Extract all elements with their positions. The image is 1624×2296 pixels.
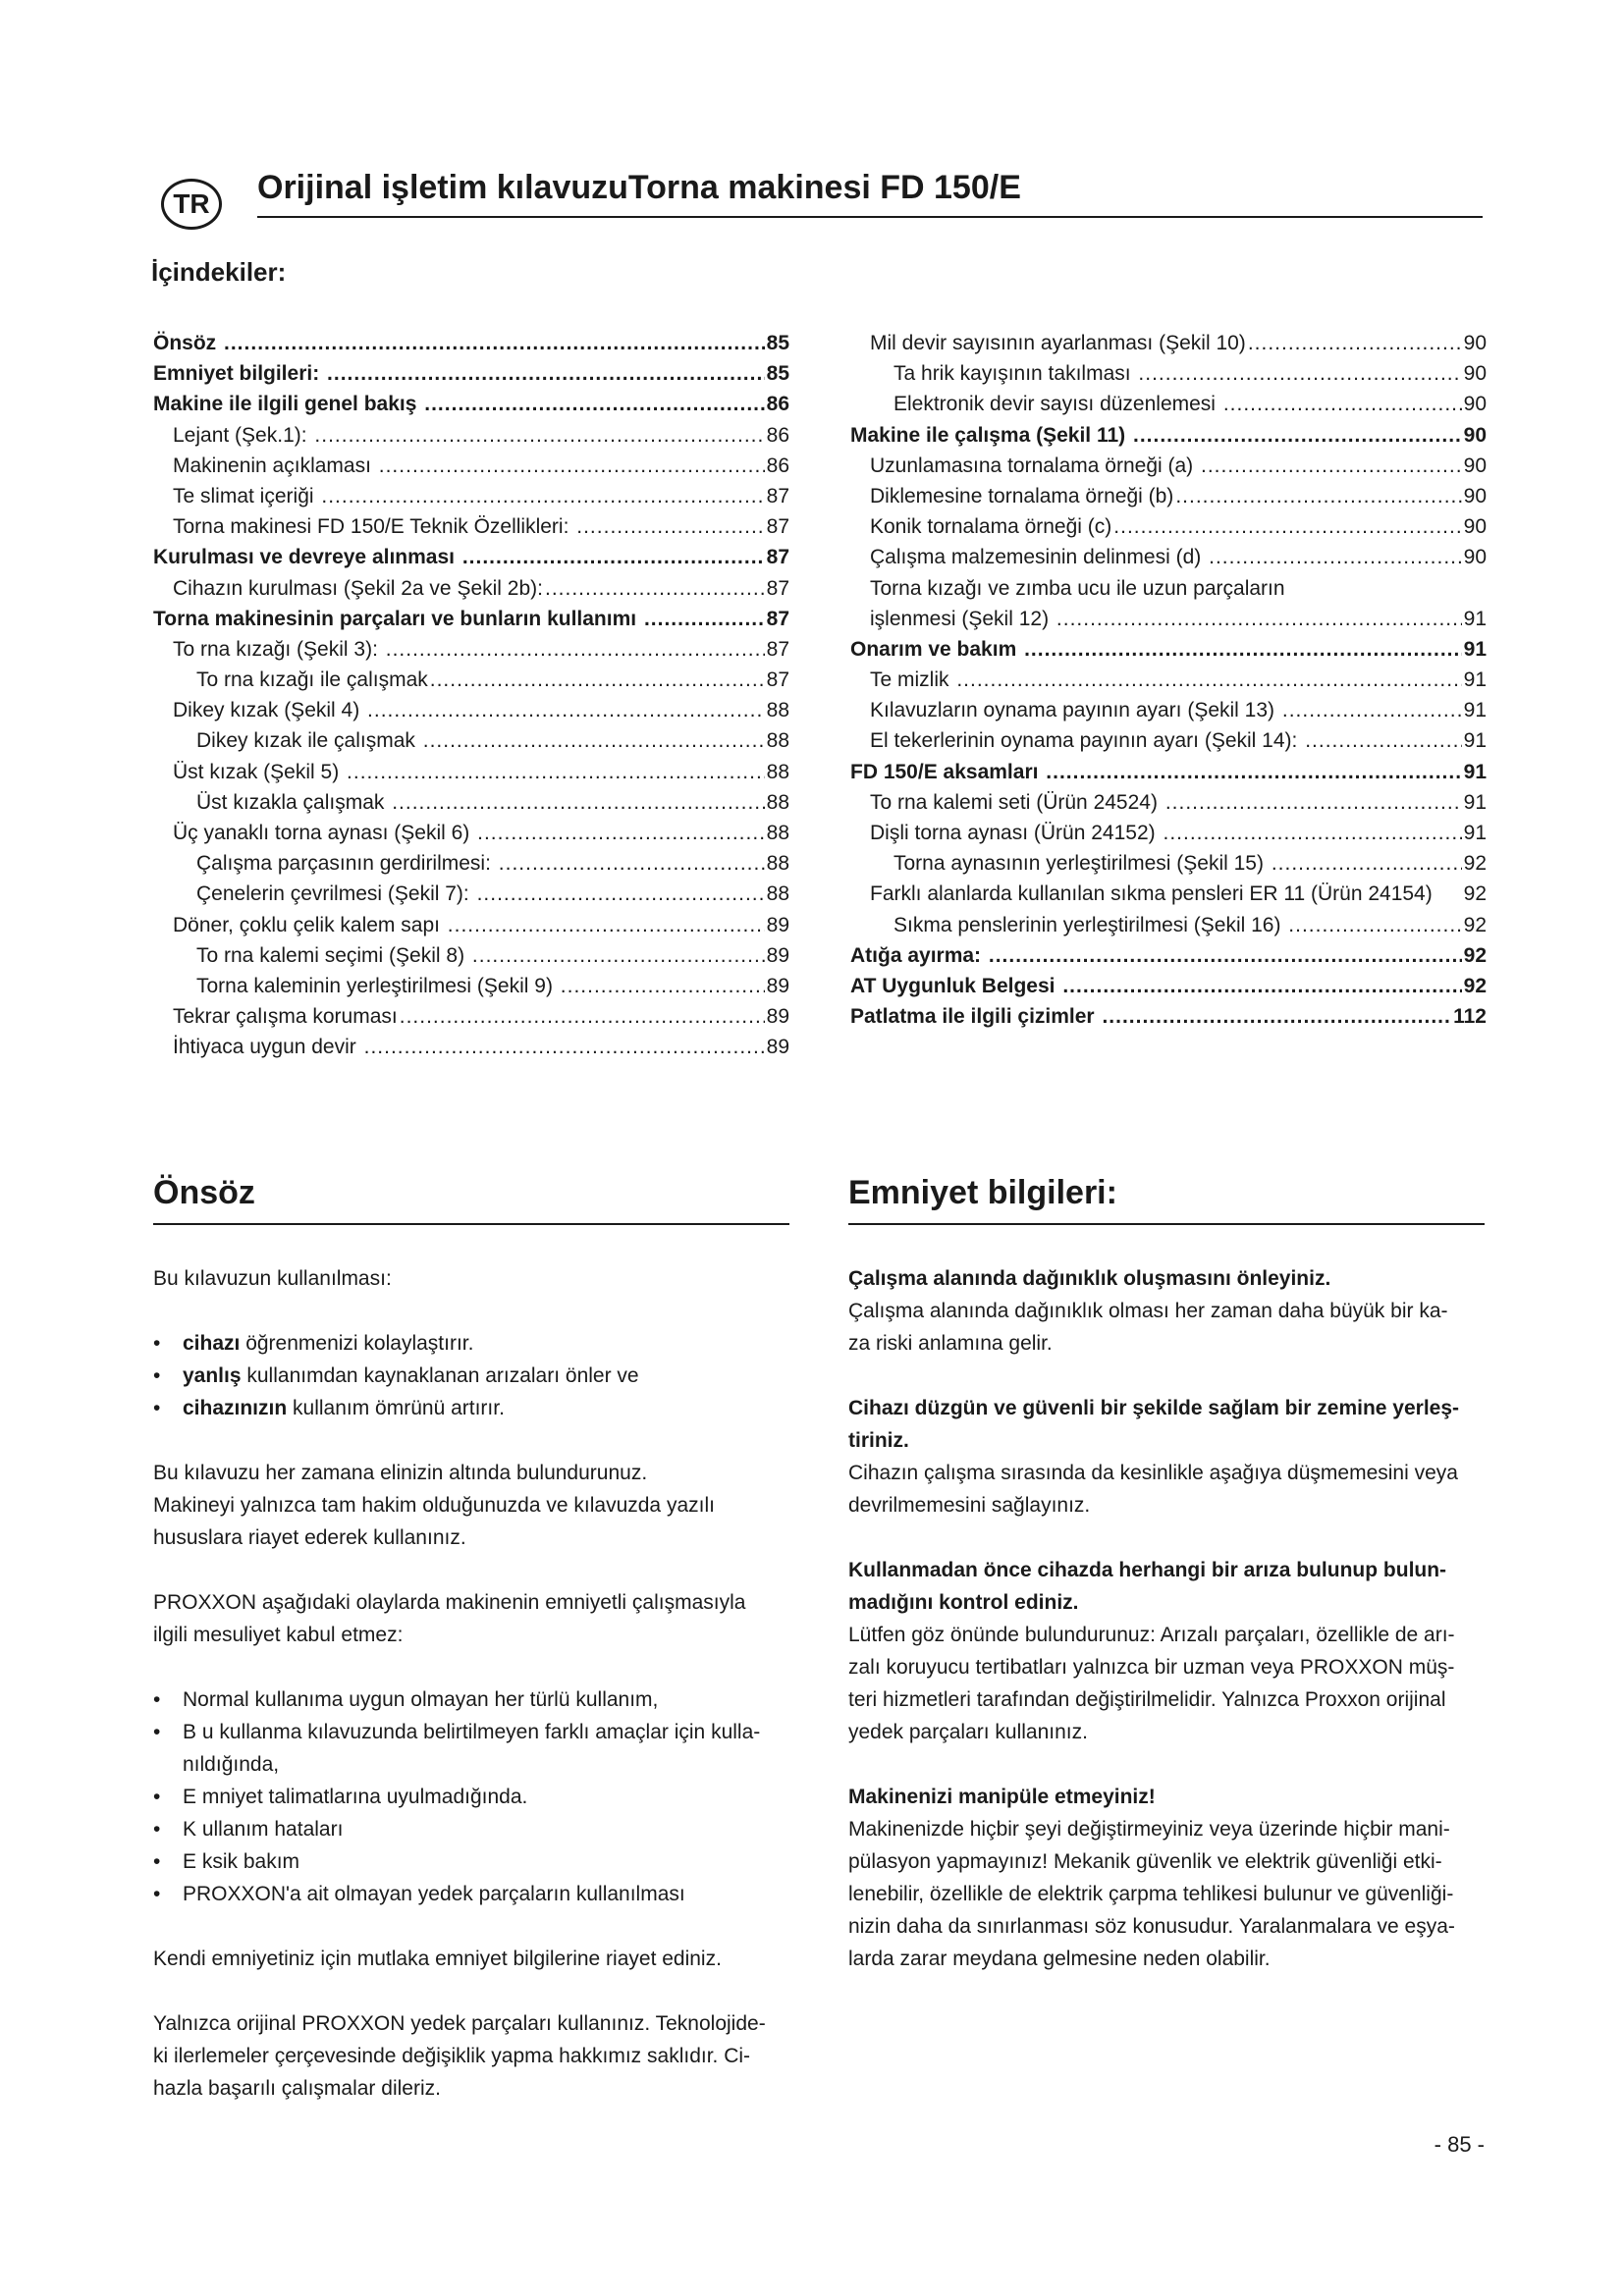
toc-entry [850, 542, 1487, 572]
toc-entry [153, 420, 789, 451]
toc-entry-title: Makinenin açıklaması [173, 454, 377, 477]
onsoz-paragraph: Yalnızca orijinal PROXXON yedek parçaları kullanınız. Teknolojide- [153, 2012, 766, 2035]
toc-entry [153, 910, 789, 940]
toc-entry [850, 634, 1487, 665]
safety-text: Lütfen göz önünde bulundurunuz: Arızalı parçaları, özellikle de arı- [848, 1624, 1455, 1646]
toc-entry-page: 87 [766, 668, 789, 692]
toc-entry-title: işlenmesi (Şekil 12) [870, 607, 1055, 630]
list-item: • B u kullanma kılavuzunda belirtilmeyen farklı amaçlar için kulla-nıldığında, [153, 1716, 791, 1781]
toc-leader-dots [1248, 328, 1462, 358]
toc-entry-page: 91 [1463, 607, 1487, 630]
toc-entry-title: Çalışma parçasının gerdirilmesi: [196, 852, 497, 876]
toc-entry-title: İhtiyaca uygun devir [173, 1036, 362, 1059]
toc-entry-page: 88 [766, 822, 789, 844]
toc-entry-title: Patlatma ile ilgili çizimler [850, 1005, 1101, 1029]
toc-entry-page: 91 [1463, 822, 1487, 844]
toc-entry-title: Torna makinesinin parçaları ve bunların kullanımı [153, 607, 642, 630]
toc-entry-page: 91 [1463, 668, 1487, 692]
section-rule-emniyet [848, 1223, 1485, 1225]
toc-entry-page: 88 [766, 882, 789, 906]
safety-text: zalı koruyucu tertibatları yalnızca bir uzman veya PROXXON müş- [848, 1656, 1455, 1679]
toc-entry [850, 1001, 1487, 1032]
document-title: Orijinal işletim kılavuzuTorna makinesi FD 150/E [257, 169, 1021, 206]
toc-entry-page: 90 [1463, 393, 1487, 416]
toc-leader-dots [1062, 971, 1461, 1001]
toc-entry [850, 910, 1487, 940]
toc-entry [850, 787, 1487, 818]
toc-entry-page: 88 [766, 699, 789, 722]
toc-leader-dots [1163, 818, 1461, 848]
toc-entry [850, 848, 1487, 879]
benefits-list [153, 1327, 831, 1424]
toc-entry-title: Dişli torna aynası (Ürün 24152) [870, 822, 1162, 844]
toc-entry [850, 481, 1487, 511]
safety-text: Cihazın çalışma sırasında da kesinlikle aşağıya düşmemesini veya [848, 1462, 1458, 1484]
toc-entry-title: Diklemesine tornalama örneği (b) [870, 484, 1174, 507]
toc-entry [153, 725, 789, 756]
onsoz-paragraph: hazla başarılı çalışmalar dileriz. [153, 2077, 441, 2100]
toc-entry-page: 86 [766, 423, 789, 447]
toc-entry [850, 389, 1487, 419]
toc-entry [153, 787, 789, 818]
safety-heading: Kullanmadan önce cihazda herhangi bir arıza bulunup bulun- [848, 1559, 1447, 1581]
list-item: • cihazı öğrenmenizi kolaylaştırır. [153, 1327, 831, 1360]
toc-leader-dots [1305, 725, 1461, 756]
toc-entry-title: To rna kızağı (Şekil 3): [173, 637, 384, 661]
toc-entry-title: Çenelerin çevrilmesi (Şekil 7): [196, 882, 475, 906]
safety-heading: tiriniz. [848, 1429, 909, 1452]
toc-entry-page: 86 [766, 454, 789, 477]
toc-leader-dots [1282, 695, 1462, 725]
toc-entry-title: Tekrar çalışma koruması [173, 1005, 398, 1029]
toc-leader-dots [1209, 542, 1462, 572]
toc-leader-dots [499, 848, 765, 879]
toc-entry-title: Döner, çoklu çelik kalem sapı [173, 913, 446, 936]
toc-leader-dots [477, 818, 765, 848]
document-header [157, 165, 1483, 228]
toc-leader-dots [477, 879, 765, 909]
toc-entry-page: 90 [1463, 362, 1487, 386]
toc-entry-title: Emniyet bilgileri: [153, 362, 326, 386]
toc-entry-page: 92 [1463, 943, 1487, 967]
toc-entry-title: Elektronik devir sayısı düzenlemesi [893, 393, 1221, 416]
toc-entry-page: 88 [766, 852, 789, 876]
toc-entry-page: 90 [1463, 454, 1487, 477]
toc-entry-title: Üç yanaklı torna aynası (Şekil 6) [173, 822, 476, 844]
list-item: • K ullanım hataları [153, 1813, 831, 1845]
toc-entry-title: AT Uygunluk Belgesi [850, 974, 1061, 997]
toc-entry [850, 879, 1487, 909]
toc-right-column [850, 328, 1487, 1032]
toc-leader-dots [472, 940, 765, 971]
toc-entry-title: Cihazın kurulması (Şekil 2a ve Şekil 2b): [173, 576, 543, 600]
onsoz-paragraph: Kendi emniyetiniz için mutlaka emniyet bilgilerine riayet ediniz. [153, 1948, 722, 1970]
onsoz-paragraph: Bu kılavuzu her zamana elinizin altında bulundurunuz. [153, 1462, 648, 1484]
toc-entry [850, 511, 1487, 542]
toc-entry-title: Torna kaleminin yerleştirilmesi (Şekil 9) [196, 974, 559, 997]
toc-entry-page: 89 [766, 974, 789, 997]
toc-leader-dots [956, 665, 1461, 695]
toc-entry-title: Mil devir sayısının ayarlanması (Şekil 10) [870, 332, 1246, 354]
toc-entry-page: 86 [766, 393, 789, 416]
toc-entry-title: To rna kızağı ile çalışmak [196, 668, 428, 692]
safety-heading: Makinenizi manipüle etmeyiniz! [848, 1786, 1156, 1808]
toc-leader-dots [321, 481, 764, 511]
toc-entry [153, 848, 789, 879]
toc-entry-page: 85 [766, 362, 789, 386]
toc-entry [153, 481, 789, 511]
toc-entry-page: 89 [766, 943, 789, 967]
toc-entry [850, 971, 1487, 1001]
toc-leader-dots [1175, 481, 1461, 511]
toc-entry-title: Kılavuzların oynama payının ayarı (Şekil 13) [870, 699, 1280, 722]
safety-text: Makinenizde hiçbir şeyi değiştirmeyiniz veya üzerinde hiçbir mani- [848, 1818, 1450, 1841]
safety-text: Çalışma alanında dağınıklık olması her zaman daha büyük bir ka- [848, 1300, 1448, 1322]
onsoz-paragraph: hususlara riayet ederek kullanınız. [153, 1526, 466, 1549]
header-rule [257, 216, 1483, 218]
toc-entry [153, 971, 789, 1001]
toc-leader-dots [314, 420, 764, 451]
toc-entry [153, 451, 789, 481]
toc-entry [153, 818, 789, 848]
toc-leader-dots [1223, 389, 1462, 419]
safety-heading: madığını kontrol ediniz. [848, 1591, 1079, 1614]
toc-entry [153, 358, 789, 389]
onsoz-paragraph: ki ilerlemeler çerçevesinde değişiklik yapma hakkımız saklıdır. Ci- [153, 2045, 751, 2067]
toc-entry [850, 725, 1487, 756]
toc-entry [850, 695, 1487, 725]
list-item: • cihazınızın kullanım ömrünü artırır. [153, 1392, 831, 1424]
onsoz-intro: Bu kılavuzun kullanılması: [153, 1267, 392, 1290]
toc-leader-dots [430, 665, 765, 695]
safety-heading: Cihazı düzgün ve güvenli bir şekilde sağlam bir zemine yerleş- [848, 1397, 1460, 1419]
toc-entry [850, 358, 1487, 389]
list-item: • yanlış kullanımdan kaynaklanan arızaları önler ve [153, 1360, 831, 1392]
toc-leader-dots [400, 1001, 765, 1032]
toc-entry-page: 87 [766, 546, 789, 569]
toc-entry-title: Çalışma malzemesinin delinmesi (d) [870, 546, 1208, 569]
list-item: • E ksik bakım [153, 1845, 831, 1878]
toc-entry-title: Onarım ve bakım [850, 637, 1023, 661]
toc-entry-page: 91 [1463, 729, 1487, 753]
toc-entry-title: Konik tornalama örneği (c) [870, 515, 1112, 539]
toc-entry [850, 420, 1487, 451]
onsoz-paragraph: Makineyi yalnızca tam hakim olduğunuzda ve kılavuzda yazılı [153, 1494, 715, 1517]
toc-entry-title: FD 150/E aksamları [850, 760, 1045, 783]
toc-entry [850, 328, 1487, 358]
toc-entry-page: 91 [1463, 637, 1487, 661]
toc-entry [153, 665, 789, 695]
toc-leader-dots [423, 725, 765, 756]
toc-entry [153, 879, 789, 909]
safety-text: lenebilir, özellikle de elektrik çarpma tehlikesi bulunur ve güvenliği- [848, 1883, 1454, 1905]
toc-leader-dots [1435, 879, 1462, 909]
toc-leader-dots [448, 910, 765, 940]
toc-leader-dots [1113, 511, 1461, 542]
toc-entry-page: 87 [766, 576, 789, 600]
toc-entry-title: Te mizlik [870, 668, 955, 692]
toc-entry-title: Makine ile çalışma (Şekil 11) [850, 423, 1131, 447]
toc-entry [850, 940, 1487, 971]
toc-entry-title: Dikey kızak (Şekil 4) [173, 699, 366, 722]
section-title-onsoz: Önsöz [153, 1174, 255, 1211]
list-item: • PROXXON'a ait olmayan yedek parçaların kullanılması [153, 1878, 831, 1910]
toc-entry-title: Dikey kızak ile çalışmak [196, 729, 421, 753]
toc-leader-dots [1288, 910, 1461, 940]
toc-leader-dots [1046, 757, 1461, 787]
toc-leader-dots [1201, 451, 1462, 481]
toc-entry [850, 818, 1487, 848]
toc-leader-dots [462, 542, 765, 572]
toc-entry-page: 88 [766, 729, 789, 753]
toc-leader-dots [1102, 1001, 1451, 1032]
toc-entry-title: Makine ile ilgili genel bakış [153, 393, 423, 416]
page-number: - 85 - [1434, 2132, 1485, 2157]
safety-text: teri hizmetleri tarafından değiştirilmelidir. Yalnızca Proxxon orijinal [848, 1688, 1446, 1711]
toc-entry-title: To rna kalemi seçimi (Şekil 8) [196, 943, 470, 967]
toc-entry-title: Üst kızak (Şekil 5) [173, 760, 346, 783]
onsoz-paragraph: ilgili mesuliyet kabul etmez: [153, 1624, 404, 1646]
toc-entry-page: 89 [766, 913, 789, 936]
list-item: • E mniyet talimatlarına uyulmadığında. [153, 1781, 831, 1813]
toc-entry-page: 90 [1463, 515, 1487, 539]
toc-entry-page: 91 [1463, 760, 1487, 783]
safety-text: devrilmemesini sağlayınız. [848, 1494, 1091, 1517]
toc-leader-dots [224, 328, 765, 358]
toc-entry-page: 90 [1463, 546, 1487, 569]
toc-entry-title: Lejant (Şek.1): [173, 423, 313, 447]
onsoz-body [153, 1262, 831, 2105]
toc-entry-page: 87 [766, 515, 789, 539]
toc-entry [153, 1032, 789, 1062]
toc-entry-page: 89 [766, 1005, 789, 1029]
toc-entry-page: 85 [766, 332, 789, 354]
toc-entry-title: Farklı alanlarda kullanılan sıkma pensleri ER 11 (Ürün 24154) [870, 882, 1433, 906]
toc-entry [153, 604, 789, 634]
safety-heading: Çalışma alanında dağınıklık oluşmasını önleyiniz. [848, 1267, 1331, 1290]
toc-leader-dots [576, 511, 764, 542]
safety-text: larda zarar meydana gelmesine neden olabilir. [848, 1948, 1271, 1970]
toc-entry [153, 573, 789, 604]
toc-entry-page: 87 [766, 637, 789, 661]
toc-entry [153, 757, 789, 787]
toc-entry-page: 88 [766, 790, 789, 814]
emniyet-body [848, 1262, 1547, 1975]
language-badge: TR [161, 179, 222, 230]
safety-text: nizin daha da sınırlanması söz konusudur. Yaralanmalara ve eşya- [848, 1915, 1455, 1938]
toc-entry [850, 665, 1487, 695]
toc-entry-title: Uzunlamasına tornalama örneği (a) [870, 454, 1199, 477]
toc-leader-dots [1272, 848, 1462, 879]
toc-leader-dots [1165, 787, 1462, 818]
toc-entry [153, 511, 789, 542]
toc-heading: İçindekiler: [151, 257, 287, 287]
toc-entry-page: 112 [1453, 1005, 1487, 1029]
toc-left-column [153, 328, 789, 1063]
toc-entry [153, 634, 789, 665]
toc-entry [153, 328, 789, 358]
toc-entry-title: Üst kızakla çalışmak [196, 790, 391, 814]
toc-leader-dots [1024, 634, 1462, 665]
toc-leader-dots [1138, 358, 1461, 389]
toc-leader-dots [1133, 420, 1462, 451]
toc-entry [153, 695, 789, 725]
toc-leader-dots [379, 451, 765, 481]
onsoz-paragraph: PROXXON aşağıdaki olaylarda makinenin emniyetli çalışmasıyla [153, 1591, 746, 1614]
toc-entry-page: 91 [1463, 699, 1487, 722]
toc-leader-dots [347, 757, 765, 787]
toc-entry-page: 92 [1463, 882, 1487, 906]
cases-list [153, 1683, 831, 1910]
toc-entry-page: 91 [1463, 790, 1487, 814]
toc-entry [850, 573, 1487, 604]
toc-leader-dots [989, 940, 1462, 971]
toc-leader-dots [392, 787, 764, 818]
toc-entry-page: 92 [1463, 913, 1487, 936]
toc-entry-title: Sıkma penslerinin yerleştirilmesi (Şekil 16) [893, 913, 1287, 936]
toc-entry-page: 88 [766, 760, 789, 783]
toc-entry-title: Ta hrik kayışının takılması [893, 362, 1137, 386]
toc-entry-title: Torna aynasının yerleştirilmesi (Şekil 15) [893, 852, 1270, 876]
toc-leader-dots [545, 573, 765, 604]
toc-entry [850, 604, 1487, 634]
toc-entry-page: 90 [1463, 332, 1487, 354]
toc-entry-page: 92 [1463, 974, 1487, 997]
toc-entry-title: Önsöz [153, 332, 223, 354]
toc-leader-dots [1056, 604, 1462, 634]
section-rule-onsoz [153, 1223, 789, 1225]
toc-entry-title: Te slimat içeriği [173, 484, 320, 507]
toc-entry-page: 90 [1463, 423, 1487, 447]
toc-entry-page: 87 [766, 607, 789, 630]
list-item: • Normal kullanıma uygun olmayan her türlü kullanım, [153, 1683, 831, 1716]
toc-entry-title: Torna kızağı ve zımba ucu ile uzun parçaların [870, 576, 1285, 600]
safety-text: yedek parçaları kullanınız. [848, 1721, 1088, 1743]
toc-leader-dots [367, 695, 765, 725]
toc-leader-dots [424, 389, 764, 419]
toc-entry-title: Torna makinesi FD 150/E Teknik Özellikleri: [173, 515, 575, 539]
toc-entry-page: 87 [766, 484, 789, 507]
toc-leader-dots [327, 358, 765, 389]
toc-entry [153, 940, 789, 971]
toc-entry [850, 451, 1487, 481]
toc-leader-dots [364, 1032, 765, 1062]
safety-text: pülasyon yapmayınız! Mekanik güvenlik ve elektrik güvenliği etki- [848, 1850, 1442, 1873]
toc-leader-dots [386, 634, 765, 665]
toc-entry-title: To rna kalemi seti (Ürün 24524) [870, 790, 1164, 814]
toc-entry-page: 92 [1463, 852, 1487, 876]
toc-entry [153, 389, 789, 419]
toc-entry [850, 757, 1487, 787]
toc-leader-dots [561, 971, 765, 1001]
toc-entry [153, 1001, 789, 1032]
toc-entry-page: 90 [1463, 484, 1487, 507]
toc-entry-title: Kurulması ve devreye alınması [153, 546, 460, 569]
toc-entry-page: 89 [766, 1036, 789, 1059]
toc-leader-dots [644, 604, 765, 634]
toc-entry-title: Atığa ayırma: [850, 943, 987, 967]
toc-entry [153, 542, 789, 572]
section-title-emniyet: Emniyet bilgileri: [848, 1174, 1117, 1211]
toc-entry-title: El tekerlerinin oynama payının ayarı (Şekil 14): [870, 729, 1304, 753]
safety-text: za riski anlamına gelir. [848, 1332, 1053, 1355]
